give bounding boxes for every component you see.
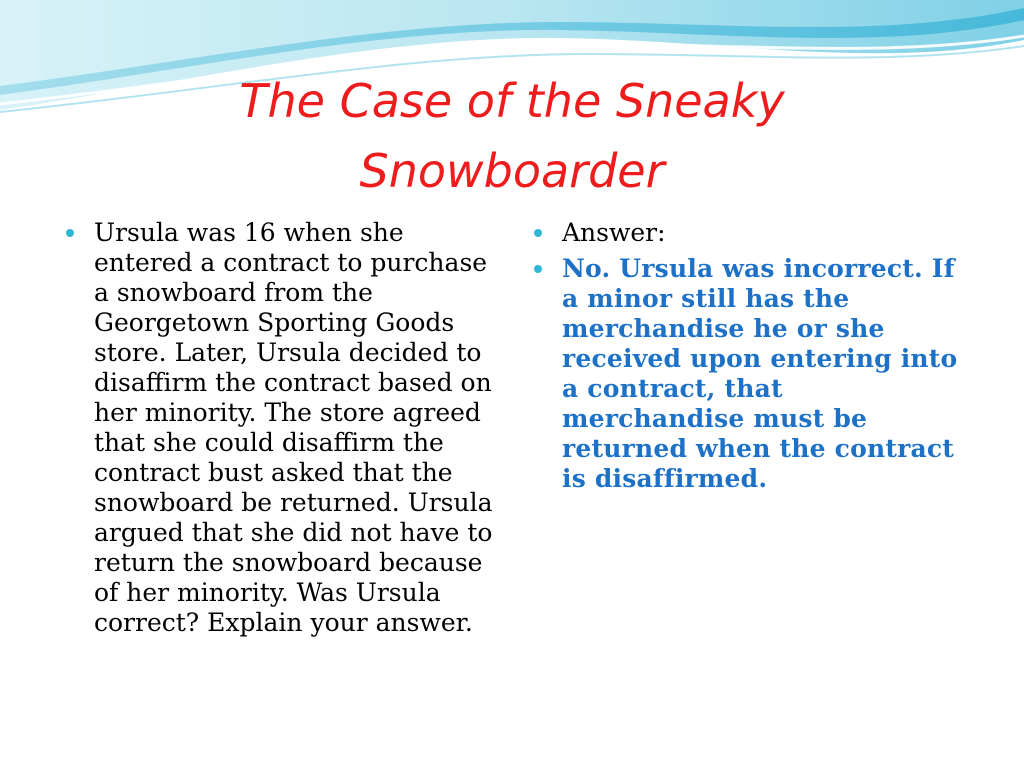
answer-label-item xyxy=(530,218,970,248)
case-description-item xyxy=(62,218,502,638)
answer-label-text: Answer: xyxy=(562,218,666,247)
answer-explanation-text: No. Ursula was incorrect. If a minor still has the merchandise he or she received upon entering into a contract, that merchandise must be returned when the contract is disaffirmed. xyxy=(562,254,958,493)
title-line-2: Snowboarder xyxy=(359,144,665,198)
answer-explanation-item xyxy=(530,254,970,494)
title-line-1: The Case of the Sneaky xyxy=(239,74,785,128)
round-bullet-icon xyxy=(534,229,542,237)
left-column xyxy=(62,218,502,644)
case-description-text: Ursula was 16 when she entered a contract to purchase a snowboard from the Georgetown Sporting Goods store. Later, Ursula decided to disaffirm the contract based on her minority. The store agreed that she could disaffirm the contract bust asked that the snowboard be returned. Ursula argued that she did not have to return the snowboard because of her minority. Was Ursula correct? Explain your answer. xyxy=(94,218,493,637)
right-column xyxy=(530,218,970,500)
round-bullet-icon xyxy=(66,229,74,237)
slide-title xyxy=(0,66,1024,206)
round-bullet-icon xyxy=(534,265,542,273)
